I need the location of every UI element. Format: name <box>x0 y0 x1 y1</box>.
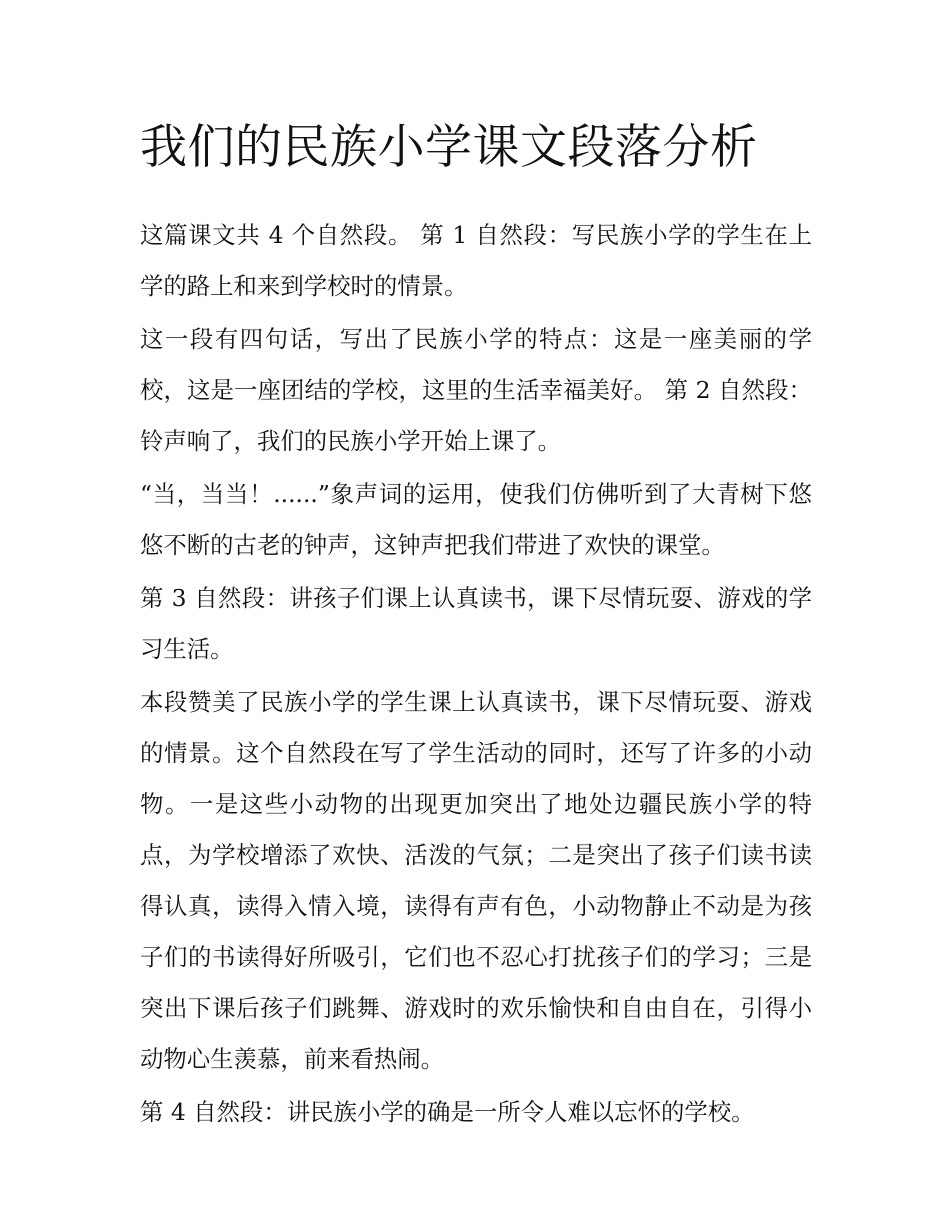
paragraph-4: 第 3 自然段：讲孩子们课上认真读书，课下尽情玩耍、游戏的学习生活。 <box>140 584 812 663</box>
document-title: 我们的民族小学课文段落分析 <box>140 120 758 175</box>
paragraph-3: “当，当当！......”象声词的运用，使我们仿佛听到了大青树下悠悠不断的古老的钟声，这钟声把我们带进了欢快的课堂。 <box>140 480 812 559</box>
paragraph-6: 第 4 自然段：讲民族小学的确是一所令人难以忘怀的学校。 <box>140 1098 755 1126</box>
paragraph-2: 这一段有四句话，写出了民族小学的特点：这是一座美丽的学校，这是一座团结的学校，这里的生活幸福美好。 第 2 自然段：铃声响了，我们的民族小学开始上课了。 <box>140 325 812 455</box>
paragraph-1: 这篇课文共 4 个自然段。 第 1 自然段：写民族小学的学生在上学的路上和来到学校时的情景。 <box>140 221 812 300</box>
document-page <box>140 108 812 1140</box>
paragraph-5: 本段赞美了民族小学的学生课上认真读书，课下尽情玩耍、游戏的情景。这个自然段在写了学生活动的同时，还写了许多的小动物。一是这些小动物的出现更加突出了地处边疆民族小学的特点，为学校增添了欢快、活泼的气氛；二是突出了孩子们读书读得认真，读得入情入境，读得有声有色，小动物静止不动是为孩子们的书读得好所吸引，它们也不忍心打扰孩子们的学习；三是突出下课后孩子们跳舞、游戏时的欢乐愉快和自由自在，引得小动物心生羡慕，前来看热闹。 <box>140 688 812 1073</box>
